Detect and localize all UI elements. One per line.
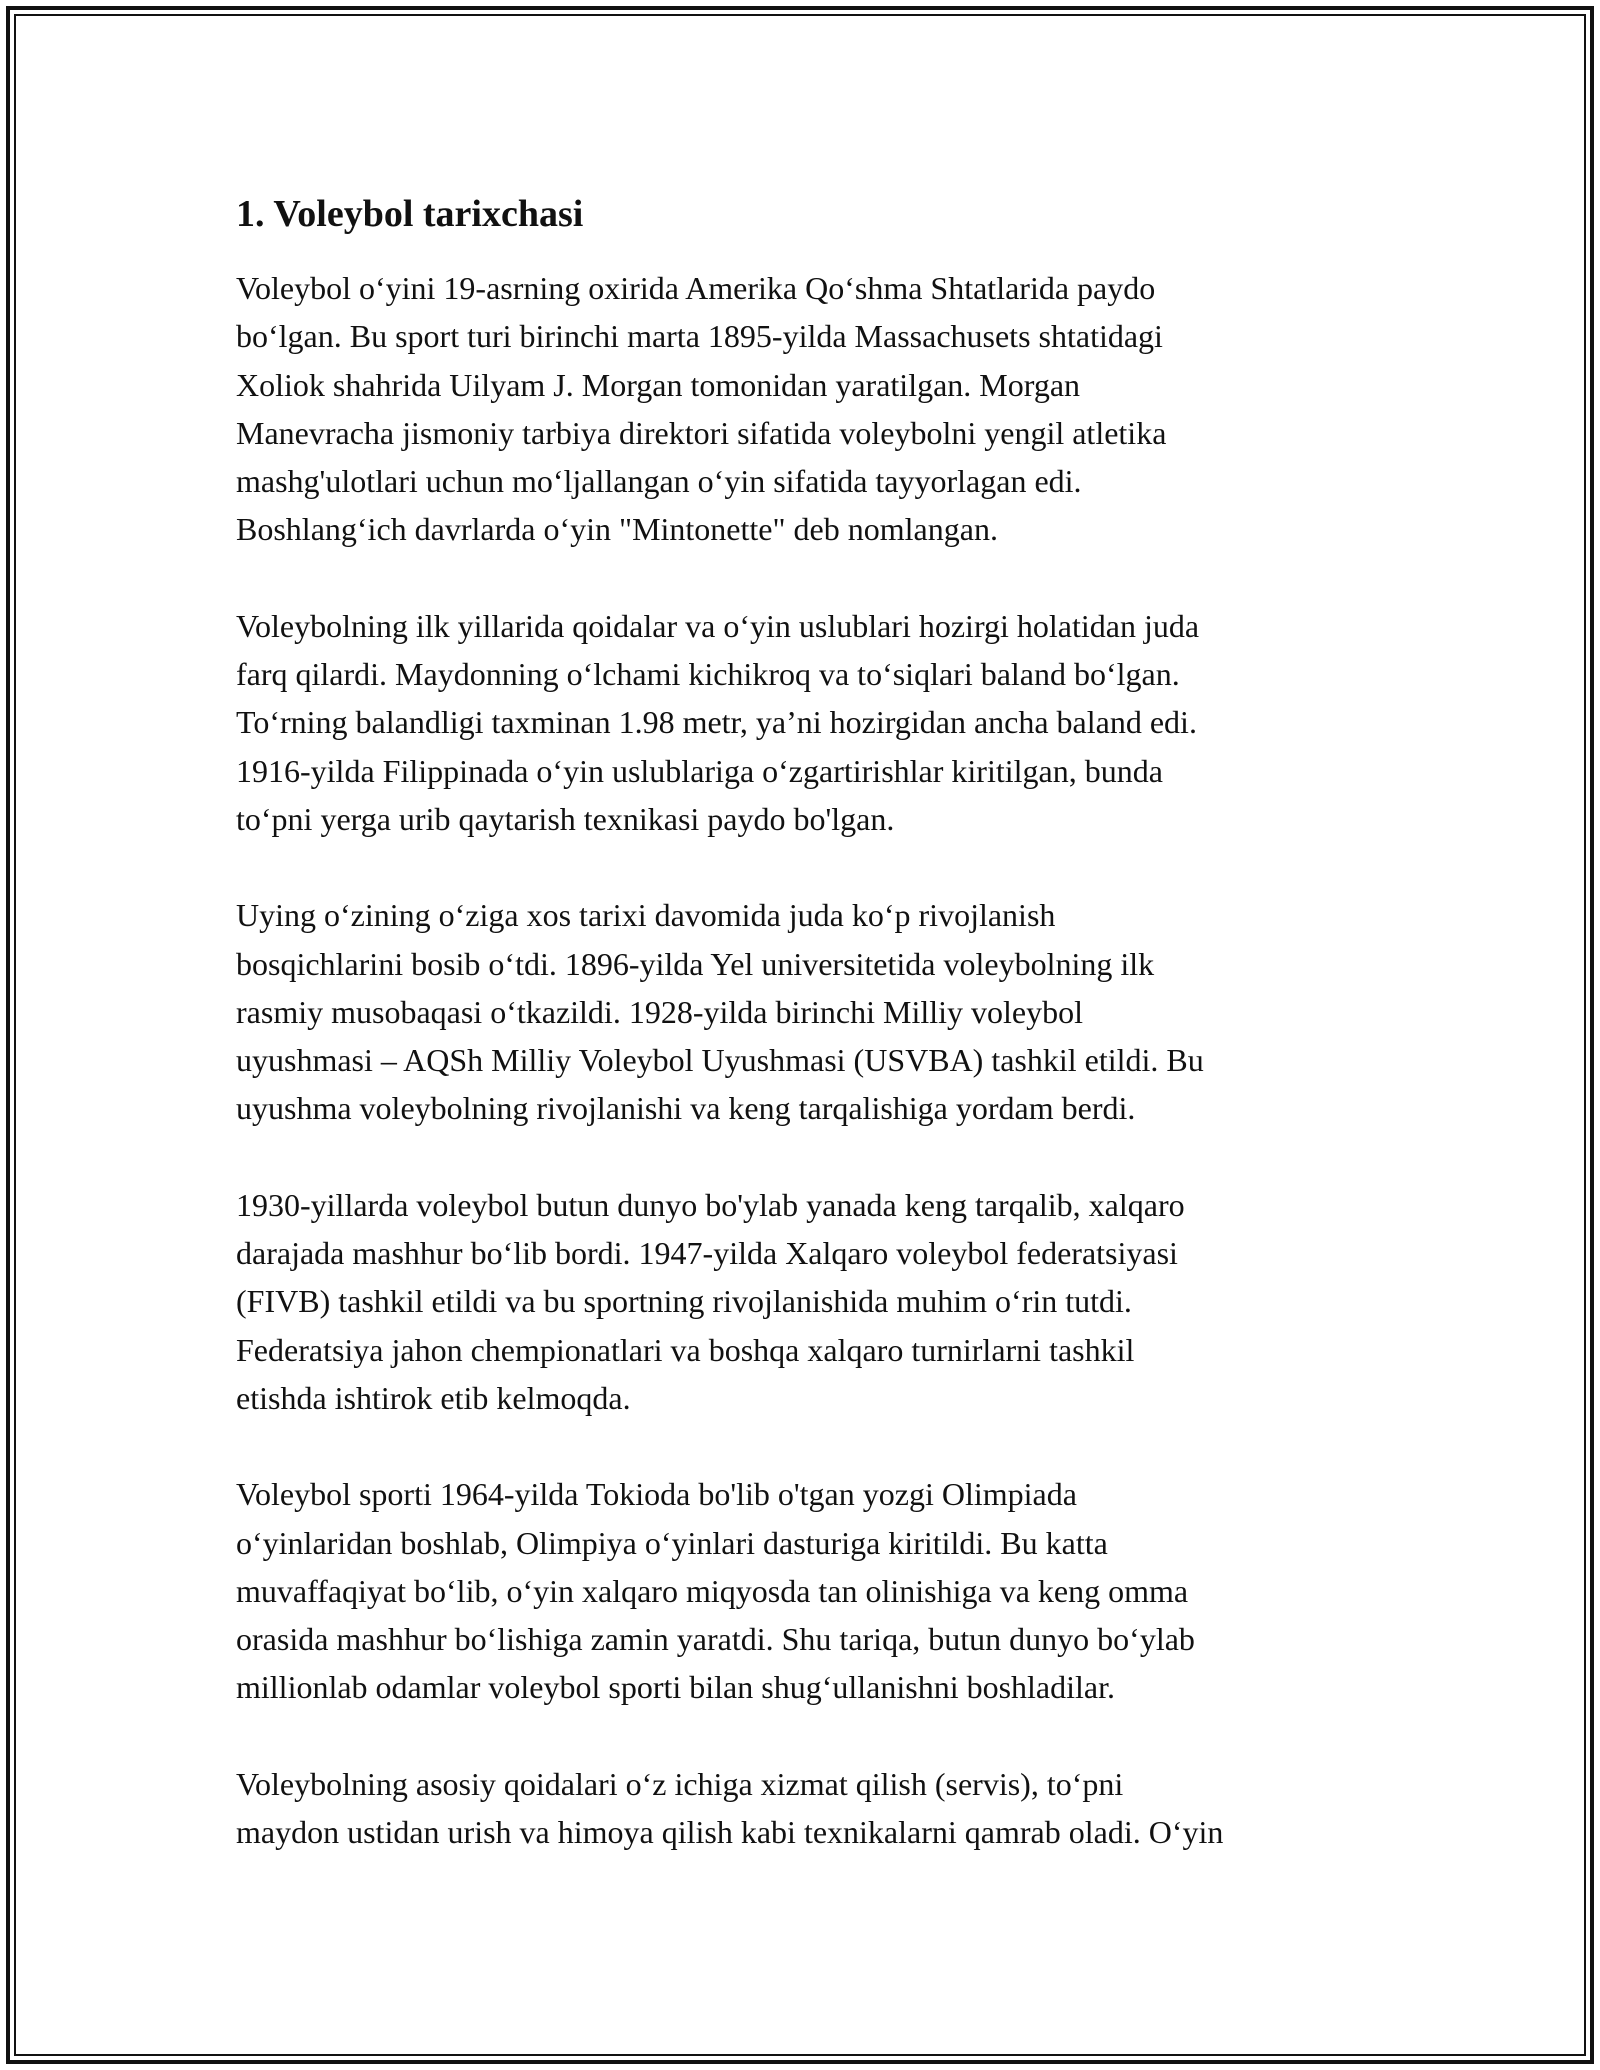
text-line: 1916-yilda Filippinada oʻyin uslublariga oʻzgartirishlar kiritilgan, bunda [236, 752, 1163, 789]
section-heading: 1. Voleybol tarixchasi [236, 193, 584, 235]
paragraph-6 [236, 1760, 1386, 1857]
paragraph-4 [236, 1181, 1386, 1422]
text-line: Uying oʻzining oʻziga xos tarixi davomida juda koʻp rivojlanish [236, 897, 1056, 934]
paragraph-5 [236, 1470, 1386, 1711]
text-line: Voleybolning asosiy qoidalari oʻz ichiga xizmat qilish (servis), toʻpni [236, 1765, 1124, 1802]
text-line: Voleybol oʻyini 19-asrning oxirida Amerika Qoʻshma Shtatlarida paydo [236, 270, 1156, 306]
text-line: 1930-yillarda voleybol butun dunyo bo'ylab yanada keng tarqalib, xalqaro [236, 1186, 1185, 1223]
text-line: orasida mashhur boʻlishiga zamin yaratdi. Shu tariqa, butun dunyo boʻylab [236, 1621, 1195, 1658]
document-body [236, 190, 1386, 1904]
text-line: Xoliok shahrida Uilyam J. Morgan tomonidan yaratilgan. Morgan [236, 366, 1081, 403]
text-line: darajada mashhur boʻlib bordi. 1947-yilda Xalqaro voleybol federatsiyasi [236, 1235, 1178, 1272]
text-line: Boshlangʻich davrlarda oʻyin "Mintonette" deb nomlangan. [236, 511, 998, 548]
text-line: millionlab odamlar voleybol sporti bilan shugʻullanishni boshladilar. [236, 1669, 1115, 1706]
text-line: uyushmasi – AQSh Milliy Voleybol Uyushmasi (USVBA) tashkil etildi. Bu [236, 1042, 1204, 1079]
text-line: mashg'ulotlari uchun moʻljallangan oʻyin sifatida tayyorlagan edi. [236, 463, 1082, 500]
text-line: Toʻrning balandligi taxminan 1.98 metr, yaʼni hozirgidan ancha baland edi. [236, 704, 1197, 741]
text-line: boʻlgan. Bu sport turi birinchi marta 1895-yilda Massachusets shtatidagi [236, 318, 1163, 355]
text-line: rasmiy musobaqasi oʻtkazildi. 1928-yilda birinchi Milliy voleybol [236, 993, 1083, 1030]
text-line: uyushma voleybolning rivojlanishi va keng tarqalishiga yordam berdi. [236, 1090, 1136, 1127]
text-line: toʻpni yerga urib qaytarish texnikasi paydo bo'lgan. [236, 800, 895, 837]
text-line: Federatsiya jahon chempionatlari va boshqa xalqaro turnirlarni tashkil [236, 1331, 1135, 1368]
text-line: etishda ishtirok etib kelmoqda. [236, 1379, 631, 1416]
text-line: Voleybol sporti 1964-yilda Tokioda bo'lib o'tgan yozgi Olimpiada [236, 1476, 1077, 1513]
text-line: farq qilardi. Maydonning oʻlchami kichikroq va toʻsiqlari baland boʻlgan. [236, 656, 1180, 693]
text-line: Voleybolning ilk yillarida qoidalar va oʻyin uslublari hozirgi holatidan juda [236, 607, 1200, 644]
text-line: bosqichlarini bosib oʻtdi. 1896-yilda Yel universitetida voleybolning ilk [236, 945, 1155, 982]
text-line: (FIVB) tashkil etildi va bu sportning rivojlanishida muhim oʻrin tutdi. [236, 1283, 1132, 1320]
text-line: oʻyinlaridan boshlab, Olimpiya oʻyinlari dasturiga kiritildi. Bu katta [236, 1524, 1108, 1561]
text-line: maydon ustidan urish va himoya qilish kabi texnikalarni qamrab oladi. Oʻyin [236, 1814, 1224, 1851]
text-line: Manevracha jismoniy tarbiya direktori sifatida voleybolni yengil atletika [236, 414, 1167, 451]
paragraph-1 [236, 264, 1386, 554]
paragraph-3 [236, 891, 1386, 1132]
paragraph-2 [236, 602, 1386, 843]
text-line: muvaffaqiyat boʻlib, oʻyin xalqaro miqyosda tan olinishiga va keng omma [236, 1572, 1189, 1609]
